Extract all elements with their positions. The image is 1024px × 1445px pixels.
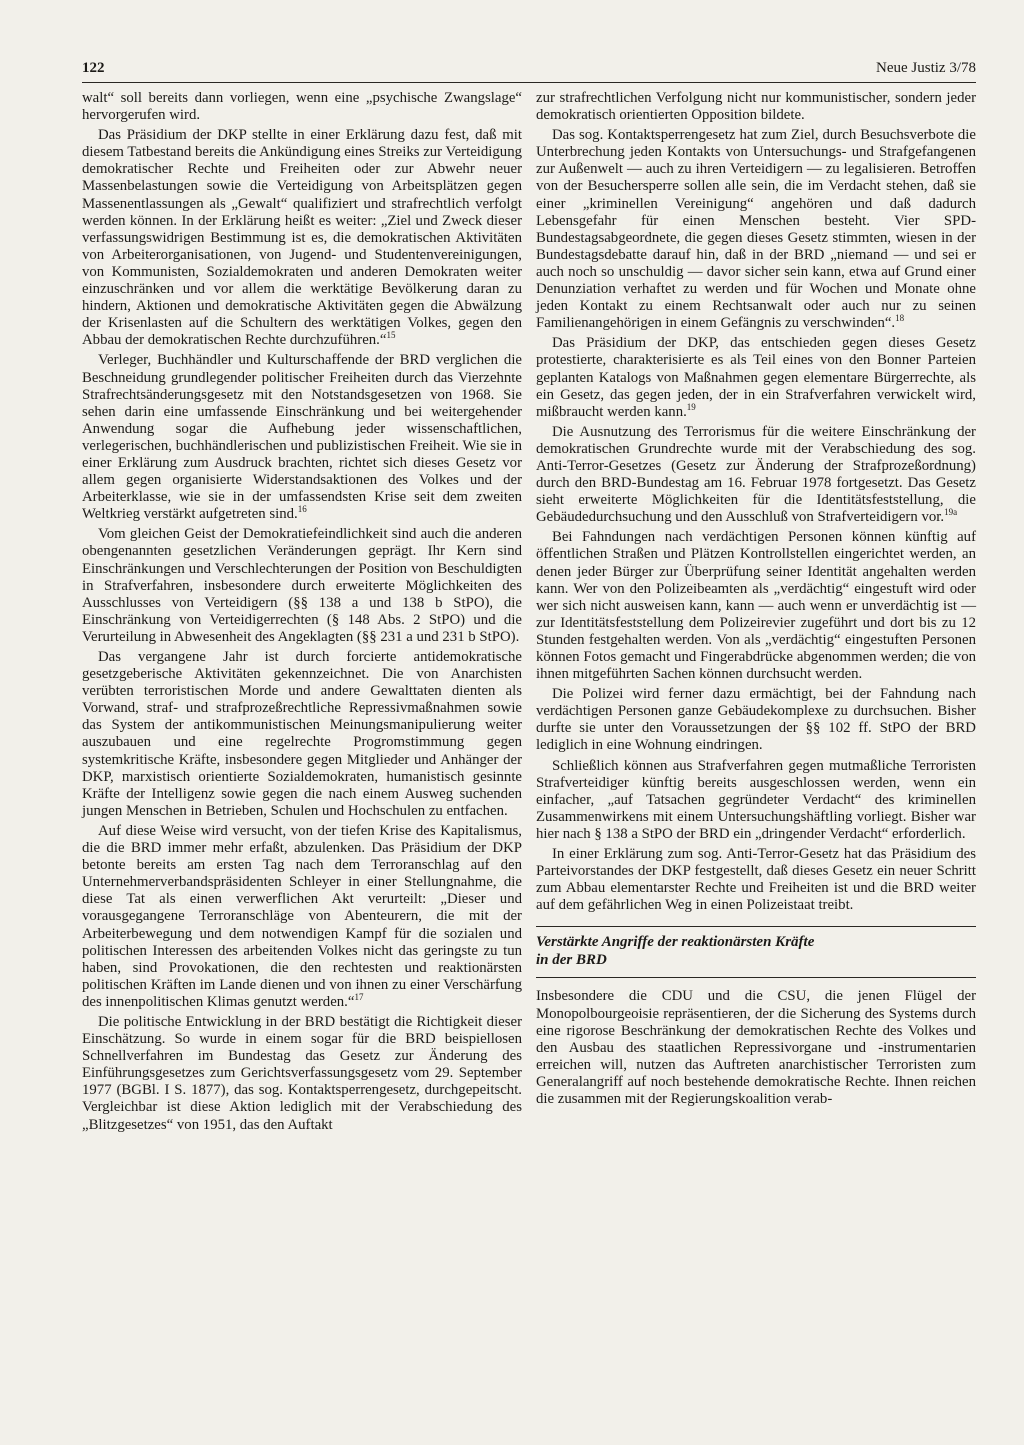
- section-body: Insbesondere die CDU und die CSU, die jenen Flügel der Monopolbourgeoisie repräsentieren, der die Sicherung des Systems durch eine rigorose Beschränkung der demokratischen Rechte des Volkes und den Ausbau des staatlichen Repressivorgane und -instrumentarien erreichen will, nutzen das Auftreten anarchistischer Terroristen zum Generalangriff auf noch bestehende demokratische Rechte. Ihnen reichen die zusammen mit der Regierungskoalition verab-: [536, 988, 976, 1107]
- left-column: [82, 90, 522, 1134]
- footnote-ref: 18: [895, 313, 905, 324]
- footnote-ref: 17: [354, 991, 364, 1002]
- paragraph: Das sog. Kontaktsperrengesetz hat zum Ziel, durch Besuchsverbote die Unterbrechung jeden Kontakts von Untersuchungs- und Strafgefangenen zur Außenwelt — auch zu ihren Verteidigern — zu legalisieren. Betroffen von der Besuchersperre sollen alle sein, die im Verdacht stehen, daß sie einer „kriminellen Vereinigung“ angehören und daß dadurch Lebensgefahr für einen Menschen besteht. Vier SPD-Bundestagsabgeordnete, die gegen dieses Gesetz stimmten, wiesen in der Bundestagsdebatte darauf hin, daß in der BRD „niemand — und sei er auch noch so unschuldig — davor sicher sein kann, etwa auf Grund einer Denunziation verhaftet zu werden und für Wochen und Monate ohne jeden Kontakt zu einem Rechtsanwalt oder auch nur zu seinen Familienangehörigen in einem Gefängnis zu verschwinden“.$^{18}$: [536, 127, 976, 332]
- footnote-ref: 19: [686, 401, 696, 412]
- footnote-ref: 16: [297, 504, 307, 515]
- paragraph: Schließlich können aus Strafverfahren gegen mutmaßliche Terroristen Strafverteidiger künftig bereits ausgeschlossen werden, wenn ein einfacher, „auf Tatsachen gegründeter Verdacht“ des kriminellen Zusammenwirkens mit einem Untersuchungshäftling vorliegt. Bisher war hier nach § 138 a StPO der BRD ein „dringender Verdacht“ erforderlich.: [536, 757, 976, 842]
- paragraph: Das Präsidium der DKP stellte in einer Erklärung dazu fest, daß mit diesem Tatbestand bereits die Ankündigung eines Streiks zur Verteidigung demokratischer Rechte und Freiheiten oder zur Abwehr neuer Massenbelastungen sowie die Verteidigung von Arbeitsplätzen gegen Massenentlassungen als „Gewalt“ qualifiziert und strafrechtlich verfolgt werden können. In der Erklärung heißt es weiter: „Ziel und Zweck dieser verfassungswidrigen Bestimmung ist es, die demokratischen Aktivitäten von Arbeiterorganisationen, von Jugend- und Studentenvereinigungen, von Kommunisten, Sozialdemokraten und anderen Demokraten weiter einzuschränken und vor allem die werktätige Bevölkerung daran zu hindern, Aktionen und demokratische Aktivitäten gegen die Abwälzung der Krisenlasten auf die Schultern des werktätigen Volkes, gegen den Abbau der demokratischen Rechte durchzuführen.“$^{15}$: [82, 127, 522, 349]
- paragraph: Auf diese Weise wird versucht, von der tiefen Krise des Kapitalismus, die die BRD immer mehr erfaßt, abzulenken. Das Präsidium der DKP betonte bereits am ersten Tag nach dem Terroranschlag auf den Unternehmerverbandspräsidenten Schleyer in einer Stellungnahme, die diese Tat als einen verwerflichen Akt verurteilt: „Dieser und vorausgegangene Terroranschläge von Abenteurern, die mit der Arbeiterbewegung und dem notwendigen Kampf für die sozialen und politischen Interessen des arbeitenden Volkes nicht das geringste zu tun haben, sind Provokationen, die den rechtesten und reaktionärsten politischen Kräften im Lande dienen und von ihnen zu einer Verschärfung des innenpolitischen Klimas genutzt werden.“$^{17}$: [82, 822, 522, 1010]
- paragraph: zur strafrechtlichen Verfolgung nicht nur kommunistischer, sondern jeder demokratisch orientierten Opposition bildete.: [536, 90, 976, 124]
- header-rule: [82, 82, 976, 83]
- journal-issue: Neue Justiz 3/78: [876, 60, 976, 76]
- paragraph: In einer Erklärung zum sog. Anti-Terror-Gesetz hat das Präsidium des Parteivorstandes der DKP festgestellt, daß dieses Gesetz ein neuer Schritt zum Abbau elementarster Rechte und Freiheiten ist und die BRD weiter auf dem gefährlichen Weg in einen Polizeistaat treibt.: [536, 846, 976, 914]
- paragraph: Die politische Entwicklung in der BRD bestätigt die Richtigkeit dieser Einschätzung. So wurde in einem sogar für die BRD beispiellosen Schnellverfahren im Bundestag das Gesetz zur Änderung des Einführungsgesetzes zum Gerichtsverfassungsgesetz vom 29. September 1977 (BGBl. I S. 1877), das sog. Kontaktsperrengesetz, durchgepeitscht. Vergleichbar ist diese Aktion lediglich mit der Verabschiedung des „Blitzgesetzes“ von 1951, das den Auftakt: [82, 1013, 522, 1133]
- right-column: [536, 90, 976, 1108]
- paragraph: Bei Fahndungen nach verdächtigen Personen können künftig auf öffentlichen Straßen und Plätzen Kontrollstellen eingerichtet werden, an denen jeder Bürger zur Überprüfung seiner Identität angehalten werden kann. Wer von den Polizeibeamten als „verdächtig“ eingestuft wird oder wer sich nicht ausweisen kann, kann — auch wenn er unverdächtig ist — zur Identitätsfeststellung dem Polizeirevier zugeführt und dort bis zu 12 Stunden festgehalten werden. Von als „verdächtig“ eingestuften Personen können Fotos gemacht und Fingerabdrücke abgenommen werden; die von ihnen mitgeführten Sachen können durchsucht werden.: [536, 529, 976, 683]
- page-number: 122: [82, 60, 105, 76]
- paragraph: Das vergangene Jahr ist durch forcierte antidemokratische gesetzgeberische Aktivitäten gekennzeichnet. Die von Anarchisten verübten terroristischen Morde und andere Gewalttaten dienten als Vorwand, straf- und strafprozeßrechtliche Repressivmaßnahmen sowie das System der antikommunistischen Meinungsmanipulierung weiter auszubauen und eine regelrechte Progromstimmung gegen systemkritische Kräfte, insbesondere gegen Mitglieder und Anhänger der DKP, marxistisch orientierte Sozialdemokraten, humanistisch gesinnte Kräfte der Intelligenz sowie gegen die nach einem Ausweg suchenden jungen Menschen in Betrieben, Schulen und Hochschulen zu entfachen.: [82, 649, 522, 819]
- section-rule-bottom: [536, 977, 976, 978]
- paragraph: walt“ soll bereits dann vorliegen, wenn eine „psychische Zwangslage“ hervorgerufen wird.: [82, 90, 522, 124]
- paragraph: Vom gleichen Geist der Demokratiefeindlichkeit sind auch die anderen obengenannten gesetzlichen Veränderungen geprägt. Ihr Kern sind Einschränkungen und Verschlechterungen der Position von Beschuldigten in Strafverfahren, insbesondere durch erweiterte Möglichkeiten des Ausschlusses von Verteidigern (§§ 138 a und 138 b StPO), die Einschränkung von Verteidigerrechten (§ 148 Abs. 2 StPO) und die Verurteilung in Abwesenheit des Angeklagten (§§ 231 a und 231 b StPO).: [82, 526, 522, 645]
- footnote-ref: 15: [386, 330, 396, 341]
- section-heading: Verstärkte Angriffe der reaktionärsten Kräfte in der BRD: [536, 934, 815, 969]
- paragraph: Die Ausnutzung des Terrorismus für die weitere Einschränkung der demokratischen Grundrechte wurde mit der Verabschiedung des sog. Anti-Terror-Gesetzes (Gesetz zur Änderung der Strafprozeßordnung) durch den BRD-Bundestag am 16. Februar 1978 fortgesetzt. Das Gesetz sieht erweiterte Möglichkeiten für die Identitätsfeststellung, die Gebäudedurchsuchung und den Ausschluß von Strafverteidigern vor.$^{19a}$: [536, 423, 976, 526]
- paragraph: Das Präsidium der DKP, das entschieden gegen dieses Gesetz protestierte, charakterisierte es als Teil eines von den Bonner Parteien geplanten Katalogs von Maßnahmen gegen elementare Bürgerrechte, als ein Gesetz, das gegen jeden, der in ein Strafverfahren verwickelt wird, mißbraucht werden kann.$^{19}$: [536, 335, 976, 420]
- paragraph: Verleger, Buchhändler und Kulturschaffende der BRD verglichen die Beschneidung grundlegender politischer Freiheiten durch das Vierzehnte Strafrechtsänderungsgesetz mit den Notstandsgesetzen von 1968. Sie sehen darin eine umfassende Einschränkung und bei weitergehender Anwendung sogar die Aufhebung jeder wissenschaftlichen, verlegerischen, buchhändlerischen und publizistischen Freiheit. Wie sie in einer Erklärung zum Ausdruck brachten, richtet sich dieses Gesetz vor allem gegen organisierte Widerstandsaktionen des Volkes und der Arbeiterklasse, wie sie in der umfassendsten Krise seit dem zweiten Weltkrieg verstärkt aufgetreten sind.$^{16}$: [82, 352, 522, 523]
- footnote-ref: 19a: [944, 507, 958, 518]
- section-rule-top: [536, 926, 976, 927]
- paragraph: Die Polizei wird ferner dazu ermächtigt, bei der Fahndung nach verdächtigen Personen ganze Gebäudekomplexe zu durchsuchen. Bisher durfte sie unter den Voraussetzungen der §§ 102 ff. StPO der BRD lediglich in eine Wohnung eindringen.: [536, 686, 976, 754]
